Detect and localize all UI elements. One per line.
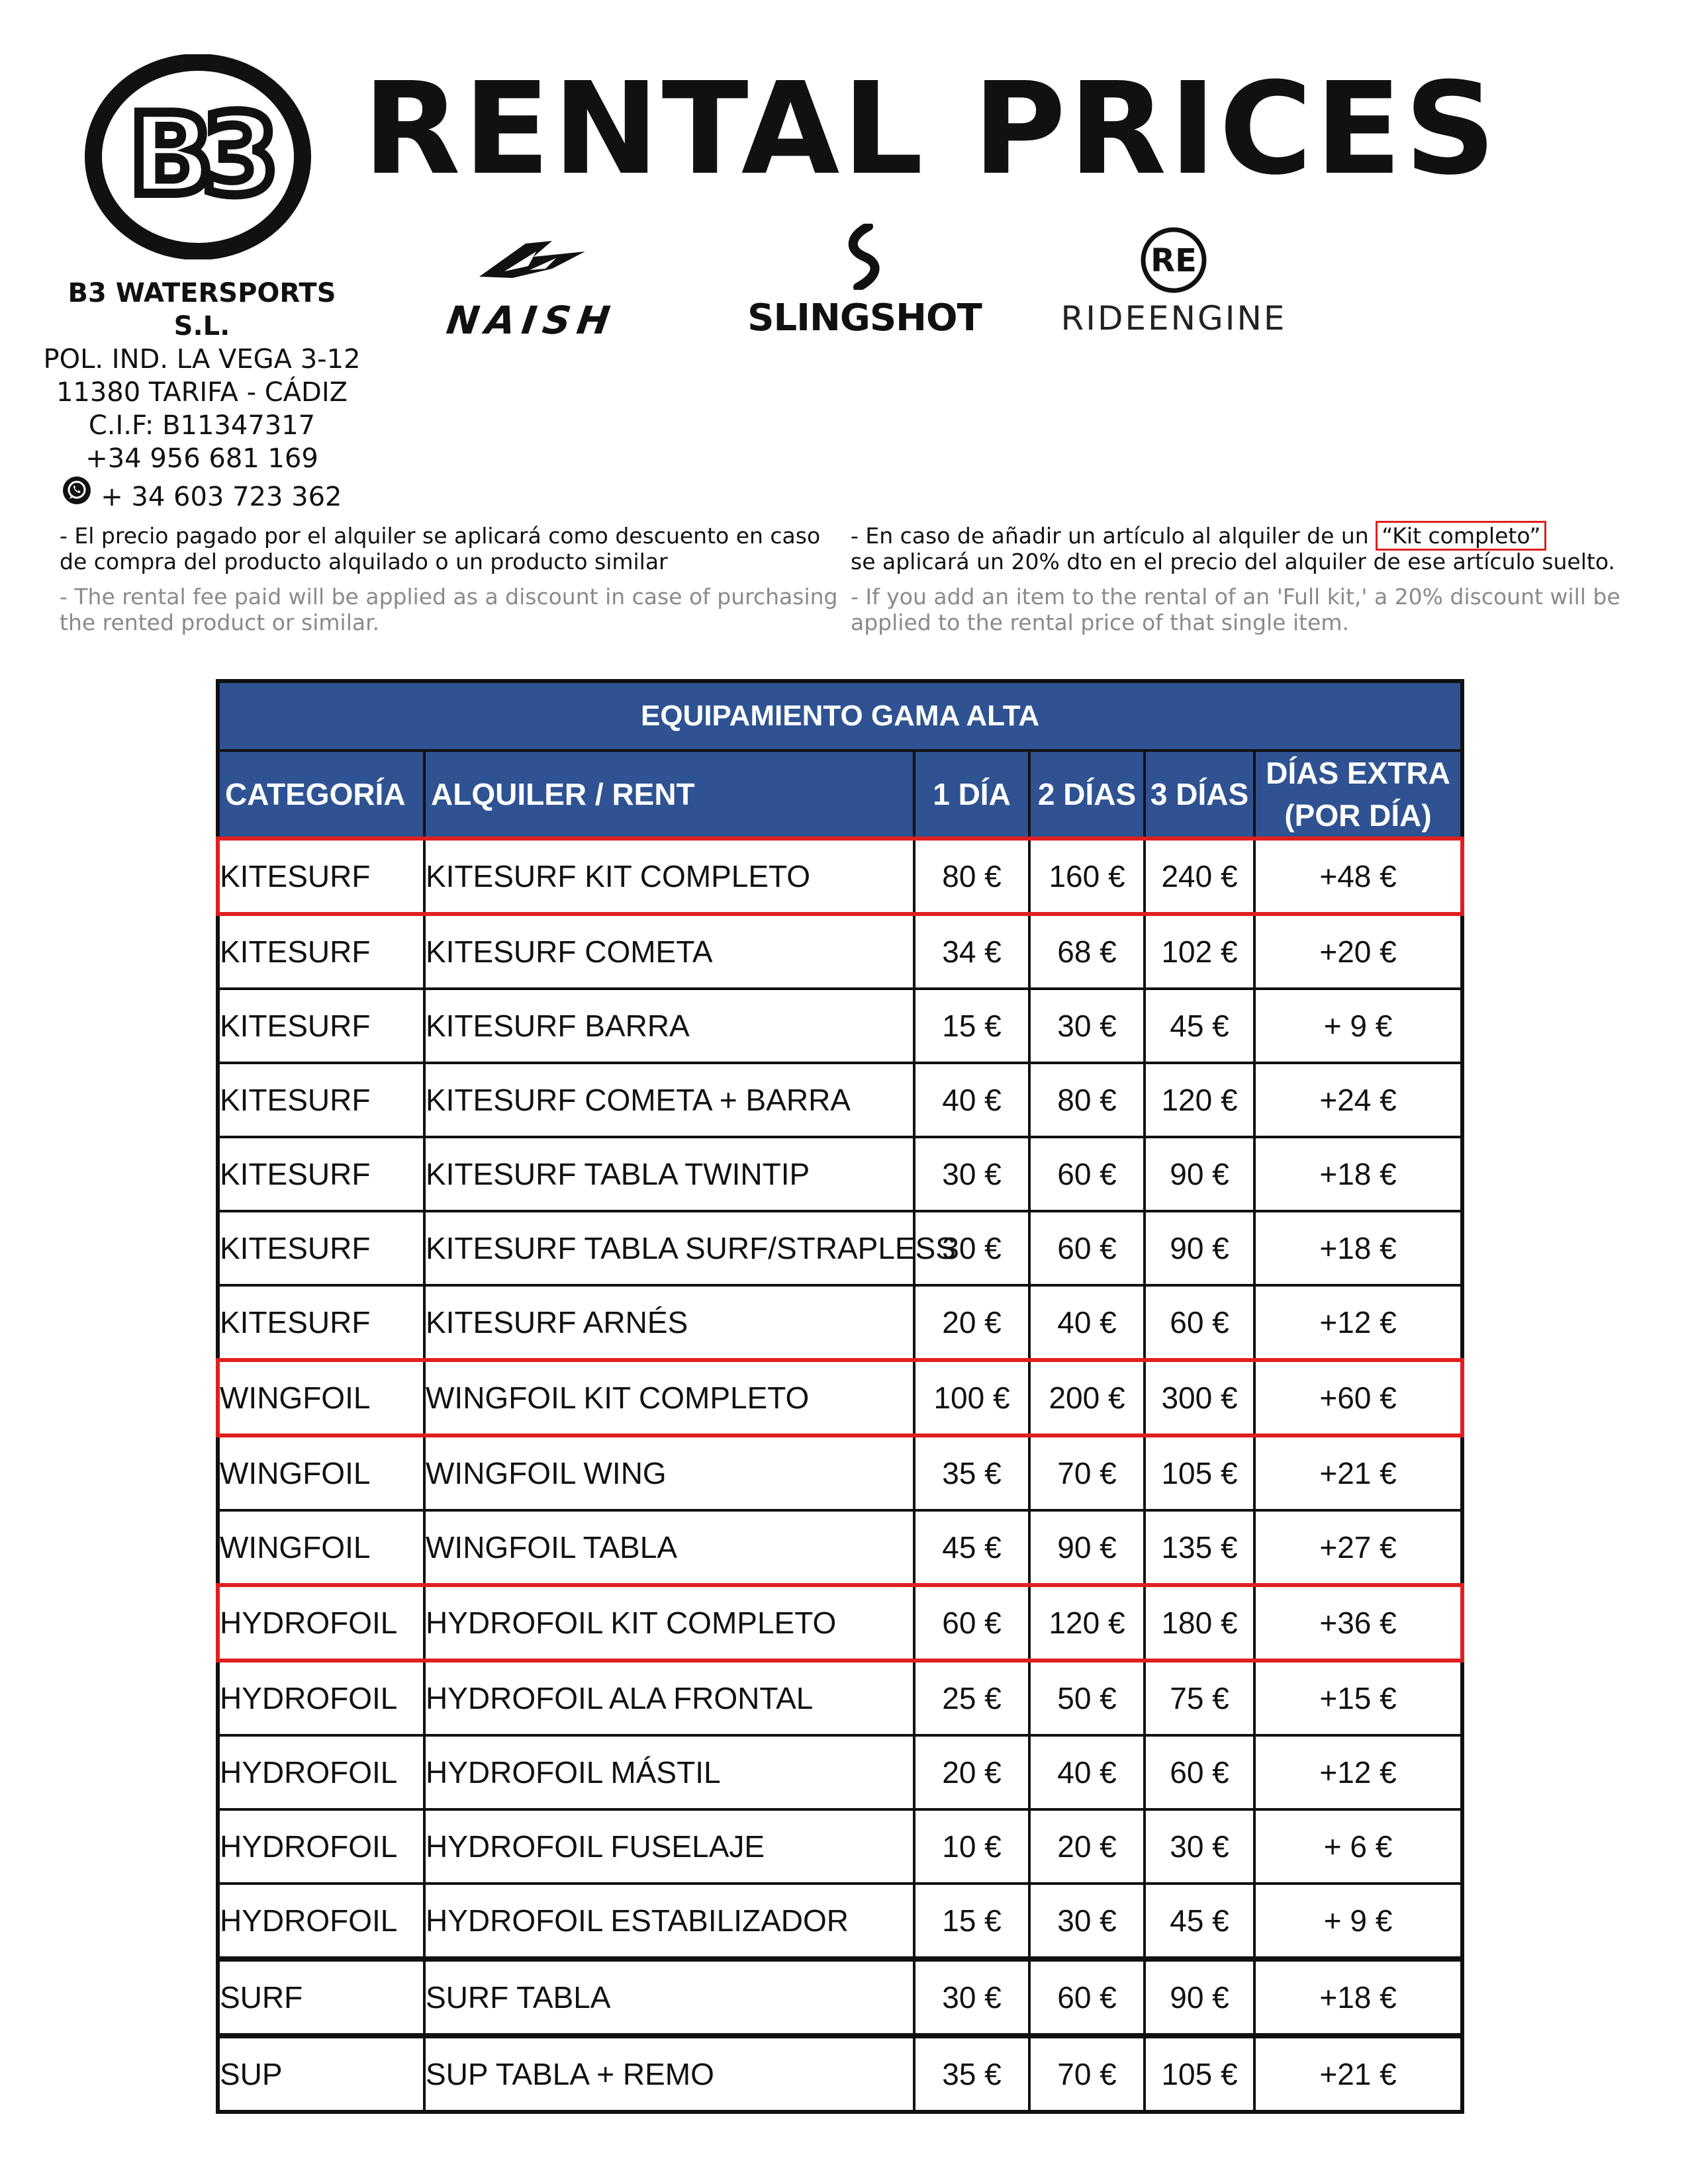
row-price-1-day: 100 € — [914, 1360, 1029, 1435]
row-category: HYDROFOIL — [218, 1661, 424, 1735]
company-whatsapp: + 34 603 723 362 — [101, 482, 342, 512]
page-title: RENTAL PRICES — [363, 56, 1499, 203]
row-item: WINGFOIL WING — [424, 1435, 914, 1510]
row-price-2-days: 60 € — [1029, 1959, 1145, 2036]
row-price-1-day: 35 € — [914, 2036, 1029, 2112]
row-price-extra-day: +60 € — [1254, 1360, 1462, 1435]
row-price-3-days: 60 € — [1145, 1735, 1254, 1809]
row-price-2-days: 200 € — [1029, 1360, 1145, 1435]
whatsapp-icon — [62, 475, 92, 506]
header-rent: ALQUILER / RENT — [424, 751, 914, 839]
row-item: KITESURF BARRA — [424, 989, 914, 1063]
kit-completo-highlight: “Kit completo” — [1376, 521, 1546, 551]
row-price-1-day: 15 € — [914, 1884, 1029, 1959]
b3-logo-text: B3 — [128, 90, 267, 220]
row-price-2-days: 40 € — [1029, 1285, 1145, 1360]
row-price-2-days: 40 € — [1029, 1735, 1145, 1809]
company-name: B3 WATERSPORTS S.L. — [68, 278, 336, 341]
row-price-1-day: 30 € — [914, 1137, 1029, 1211]
table-row — [218, 1137, 1462, 1211]
discount-note-en: - The rental fee paid will be applied as a discount in case of purchasing the rented product or similar. — [60, 584, 838, 635]
row-category: KITESURF — [218, 1211, 424, 1285]
row-category: KITESURF — [218, 1063, 424, 1137]
row-price-extra-day: +27 € — [1254, 1510, 1462, 1585]
row-price-3-days: 240 € — [1145, 839, 1254, 914]
row-price-3-days: 135 € — [1145, 1510, 1254, 1585]
row-price-3-days: 45 € — [1145, 1884, 1254, 1959]
row-item: WINGFOIL KIT COMPLETO — [424, 1360, 914, 1435]
header-2-days: 2 DÍAS — [1029, 751, 1145, 839]
row-category: KITESURF — [218, 1137, 424, 1211]
row-category: HYDROFOIL — [218, 1735, 424, 1809]
row-price-extra-day: +12 € — [1254, 1735, 1462, 1809]
row-item: HYDROFOIL KIT COMPLETO — [424, 1585, 914, 1661]
row-item: KITESURF KIT COMPLETO — [424, 839, 914, 914]
row-price-2-days: 160 € — [1029, 839, 1145, 914]
row-item: KITESURF TABLA TWINTIP — [424, 1137, 914, 1211]
row-price-1-day: 34 € — [914, 914, 1029, 989]
row-price-1-day: 60 € — [914, 1585, 1029, 1661]
table-row — [218, 914, 1462, 989]
row-price-3-days: 45 € — [1145, 989, 1254, 1063]
row-price-1-day: 25 € — [914, 1661, 1029, 1735]
row-price-2-days: 70 € — [1029, 1435, 1145, 1510]
table-row — [218, 1063, 1462, 1137]
row-price-1-day: 80 € — [914, 839, 1029, 914]
row-category: KITESURF — [218, 1285, 424, 1360]
row-price-3-days: 120 € — [1145, 1063, 1254, 1137]
table-row — [218, 1510, 1462, 1585]
row-price-2-days: 20 € — [1029, 1809, 1145, 1884]
slingshot-logo — [741, 224, 988, 343]
table-row — [218, 839, 1462, 914]
kit-note-es-after: se aplicará un 20% dto en el precio del alquiler de ese artículo suelto. — [851, 549, 1615, 574]
row-price-extra-day: +15 € — [1254, 1661, 1462, 1735]
row-item: SUP TABLA + REMO — [424, 2036, 914, 2112]
slingshot-logo-text: SLINGSHOT — [747, 296, 982, 340]
row-category: SUP — [218, 2036, 424, 2112]
row-price-2-days: 60 € — [1029, 1137, 1145, 1211]
rideengine-logo — [1058, 225, 1289, 344]
row-item: KITESURF TABLA SURF/STRAPLESS — [424, 1211, 914, 1285]
row-item: KITESURF COMETA + BARRA — [424, 1063, 914, 1137]
header-1-day: 1 DÍA — [914, 751, 1029, 839]
table-row — [218, 1884, 1462, 1959]
price-table — [216, 679, 1464, 2114]
row-category: SURF — [218, 1959, 424, 2036]
svg-text:RE: RE — [1150, 242, 1197, 279]
row-price-3-days: 180 € — [1145, 1585, 1254, 1661]
row-price-1-day: 30 € — [914, 1959, 1029, 2036]
rideengine-logo-text: RIDEENGINE — [1060, 299, 1287, 338]
row-price-1-day: 35 € — [914, 1435, 1029, 1510]
price-table-container — [216, 679, 1464, 2114]
row-price-extra-day: +20 € — [1254, 914, 1462, 989]
table-row — [218, 2036, 1462, 2112]
row-item: HYDROFOIL MÁSTIL — [424, 1735, 914, 1809]
company-info — [40, 277, 364, 514]
slingshot-s-icon — [842, 224, 888, 290]
row-price-2-days: 70 € — [1029, 2036, 1145, 2112]
table-row — [218, 1360, 1462, 1435]
row-category: HYDROFOIL — [218, 1585, 424, 1661]
company-cif: C.I.F: B11347317 — [88, 410, 316, 441]
row-category: HYDROFOIL — [218, 1809, 424, 1884]
table-row — [218, 1285, 1462, 1360]
row-price-extra-day: +21 € — [1254, 2036, 1462, 2112]
row-price-3-days: 90 € — [1145, 1211, 1254, 1285]
table-row — [218, 1959, 1462, 2036]
row-price-3-days: 102 € — [1145, 914, 1254, 989]
discount-note-es: - El precio pagado por el alquiler se aplicará como descuento en caso de compra del producto alquilado o un producto similar — [60, 523, 821, 574]
table-row — [218, 1809, 1462, 1884]
company-city: 11380 TARIFA - CÁDIZ — [56, 377, 348, 408]
table-banner-row — [218, 681, 1462, 751]
header-category: CATEGORÍA — [218, 751, 424, 839]
row-item: KITESURF ARNÉS — [424, 1285, 914, 1360]
row-price-2-days: 30 € — [1029, 989, 1145, 1063]
row-category: WINGFOIL — [218, 1435, 424, 1510]
row-price-2-days: 120 € — [1029, 1585, 1145, 1661]
table-row — [218, 1735, 1462, 1809]
row-price-extra-day: + 9 € — [1254, 989, 1462, 1063]
row-price-extra-day: +18 € — [1254, 1211, 1462, 1285]
row-price-2-days: 50 € — [1029, 1661, 1145, 1735]
row-item: KITESURF COMETA — [424, 914, 914, 989]
row-price-1-day: 20 € — [914, 1735, 1029, 1809]
naish-logo — [400, 237, 663, 343]
row-category: WINGFOIL — [218, 1510, 424, 1585]
rideengine-emblem-icon — [1139, 225, 1209, 295]
header-extra-days — [1254, 751, 1462, 839]
row-price-3-days: 90 € — [1145, 1137, 1254, 1211]
row-item: HYDROFOIL ESTABILIZADOR — [424, 1884, 914, 1959]
b3-logo — [85, 54, 311, 259]
row-price-1-day: 30 € — [914, 1211, 1029, 1285]
row-price-3-days: 30 € — [1145, 1809, 1254, 1884]
row-price-3-days: 105 € — [1145, 2036, 1254, 2112]
row-price-1-day: 10 € — [914, 1809, 1029, 1884]
kit-note-es-before: - En caso de añadir un artículo al alquiler de un — [851, 523, 1369, 549]
row-price-2-days: 30 € — [1029, 1884, 1145, 1959]
row-price-extra-day: +48 € — [1254, 839, 1462, 914]
row-price-extra-day: +36 € — [1254, 1585, 1462, 1661]
row-price-2-days: 90 € — [1029, 1510, 1145, 1585]
naish-wing-icon — [473, 237, 592, 290]
row-category: KITESURF — [218, 989, 424, 1063]
header-3-days: 3 DÍAS — [1145, 751, 1254, 839]
company-whatsapp-row — [40, 475, 364, 514]
kit-note-es — [851, 523, 1671, 574]
row-category: HYDROFOIL — [218, 1884, 424, 1959]
table-row — [218, 1435, 1462, 1510]
row-category: WINGFOIL — [218, 1360, 424, 1435]
row-price-2-days: 68 € — [1029, 914, 1145, 989]
row-price-1-day: 20 € — [914, 1285, 1029, 1360]
row-price-3-days: 300 € — [1145, 1360, 1254, 1435]
company-address: POL. IND. LA VEGA 3-12 — [43, 344, 361, 375]
row-price-2-days: 80 € — [1029, 1063, 1145, 1137]
table-banner: EQUIPAMIENTO GAMA ALTA — [218, 681, 1462, 751]
header-extra-days-line1: DÍAS EXTRA — [1266, 756, 1450, 790]
company-phone: +34 956 681 169 — [85, 443, 318, 474]
row-price-extra-day: + 9 € — [1254, 1884, 1462, 1959]
row-price-extra-day: +24 € — [1254, 1063, 1462, 1137]
row-price-1-day: 15 € — [914, 989, 1029, 1063]
table-header-row — [218, 751, 1462, 839]
row-category: KITESURF — [218, 914, 424, 989]
row-item: WINGFOIL TABLA — [424, 1510, 914, 1585]
row-item: HYDROFOIL ALA FRONTAL — [424, 1661, 914, 1735]
row-price-extra-day: +18 € — [1254, 1959, 1462, 2036]
row-price-extra-day: +12 € — [1254, 1285, 1462, 1360]
table-row — [218, 989, 1462, 1063]
row-item: SURF TABLA — [424, 1959, 914, 2036]
row-price-extra-day: +18 € — [1254, 1137, 1462, 1211]
row-price-2-days: 60 € — [1029, 1211, 1145, 1285]
row-price-1-day: 45 € — [914, 1510, 1029, 1585]
row-price-3-days: 90 € — [1145, 1959, 1254, 2036]
table-row — [218, 1661, 1462, 1735]
kit-note-en: - If you add an item to the rental of an 'Full kit,' a 20% discount will be applied to the rental price of that single item. — [851, 584, 1620, 635]
header-extra-days-line2: (POR DÍA) — [1284, 798, 1432, 833]
row-price-3-days: 75 € — [1145, 1661, 1254, 1735]
table-row — [218, 1211, 1462, 1285]
row-price-3-days: 60 € — [1145, 1285, 1254, 1360]
row-category: KITESURF — [218, 839, 424, 914]
row-price-extra-day: + 6 € — [1254, 1809, 1462, 1884]
row-price-3-days: 105 € — [1145, 1435, 1254, 1510]
row-price-extra-day: +21 € — [1254, 1435, 1462, 1510]
row-price-1-day: 40 € — [914, 1063, 1029, 1137]
naish-logo-text: NAISH — [444, 298, 620, 343]
table-row — [218, 1585, 1462, 1661]
row-item: HYDROFOIL FUSELAJE — [424, 1809, 914, 1884]
